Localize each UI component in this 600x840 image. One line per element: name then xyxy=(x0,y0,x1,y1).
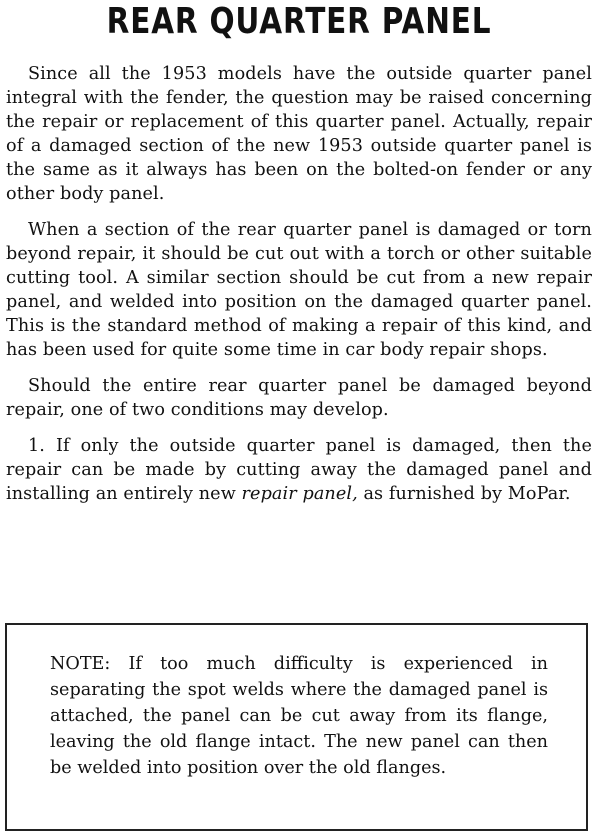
item-1-italic-term: repair panel, xyxy=(241,484,358,504)
paragraph-conditions: Should the entire rear quarter panel be damaged beyond repair, one of two conditions may develop. xyxy=(6,376,592,420)
note-box xyxy=(5,623,588,831)
page-title: REAR QUARTER PANEL xyxy=(106,1,492,42)
item-1-text-after: as furnished by MoPar. xyxy=(357,484,571,504)
document-page xyxy=(0,2,600,840)
paragraph-item-1 xyxy=(6,434,592,506)
item-1-text-before: 1. If only the outside quarter panel is damaged, then the repair can be made by cutting away the damaged panel and installing an entirely new xyxy=(6,436,592,504)
note-text: NOTE: If too much difficulty is experienced in separating the spot welds where the damaged panel is attached, the panel can be cut away from its flange, leaving the old flange intact. The new panel can then be welded into position over the old flanges. xyxy=(50,654,548,778)
paragraph-intro: Since all the 1953 models have the outside quarter panel integral with the fender, the question may be raised concerning the repair or replacement of this quarter panel. Actually, repair of a damaged section of the new 1953 outside quarter panel is the same as it always has been on the bolted-on fender or any other body panel. xyxy=(6,64,592,204)
paragraph-cutting: When a section of the rear quarter panel is damaged or torn beyond repair, it should be cut out with a torch or other suitable cutting tool. A similar section should be cut from a new repair panel, and welded into position on the damaged quarter panel. This is the standard method of making a repair of this kind, and has been used for quite some time in car body repair shops. xyxy=(6,220,592,360)
